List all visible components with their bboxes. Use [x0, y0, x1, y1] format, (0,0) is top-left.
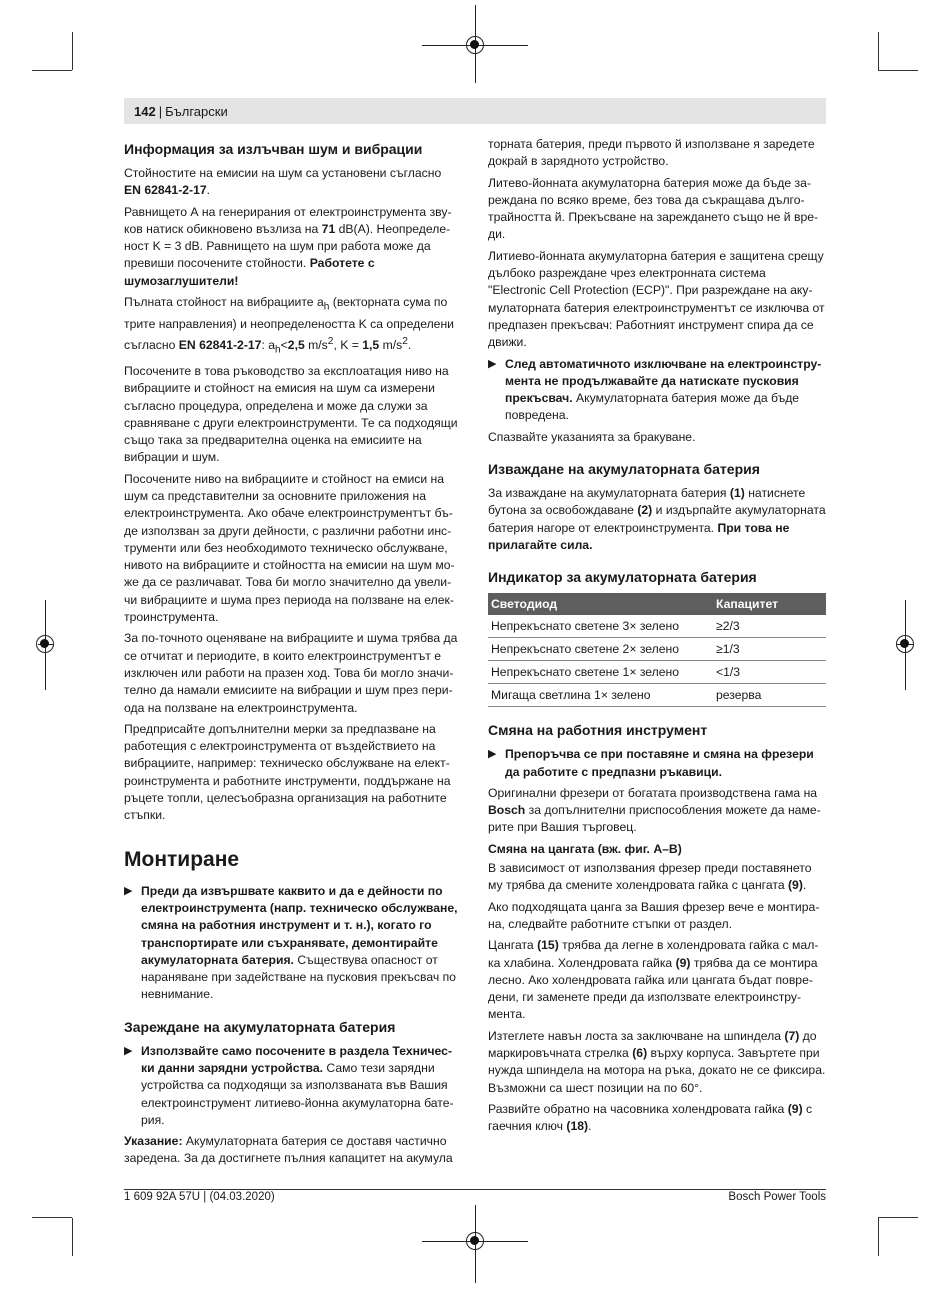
section-heading-charging: Зареждане на акумулаторната батерия — [124, 1018, 396, 1035]
crop-mark — [32, 70, 72, 71]
warning-bullet-mounting: ▶ Преди да извършвате каквито и да е дейности по електроинструмента (напр. техническо обслужване, смяна на работния инструмент и т. н.), когато го транспортирате или съхранявате, демонтирайте акумулаторната батерия. Съществува опасност от нараняване при задействане на пусковия прекъсвач по невнимание. — [124, 883, 458, 1004]
crop-mark — [72, 32, 73, 70]
section-heading-remove-battery: Изваждане на акумулаторната батерия — [488, 461, 760, 478]
table-row — [488, 661, 826, 684]
table-cell: резерва — [713, 684, 826, 707]
page-header — [124, 98, 826, 124]
chapter-heading-mounting: Монтиране — [124, 847, 240, 871]
paragraph-vibration-values: Пълната стойност на вибрациите $a_h$ (векторната сума по трите направления) и неопределеността K са определени съгласно EN 62841-2-17: $a_h<2,5$ $m/s^2$, K = 1,5 $m/s^2$. — [124, 295, 454, 356]
table-cell: ≥1/3 — [713, 638, 826, 661]
warning-bullet-charging: ▶ Използвайте само посочените в раздела Технически данни зарядни устройства. Само тези зарядни устройства са подходящи за използваната във Вашия електроинструмент литиево-йонна акумулаторна батерия. — [124, 1043, 458, 1129]
table-row — [488, 684, 826, 707]
section-heading-noise: Информация за излъчван шум и вибрации — [124, 141, 423, 157]
footer-document-id: 1 609 92A 57U | (04.03.2020) — [124, 1191, 275, 1203]
table-cell: <1/3 — [713, 661, 826, 684]
paragraph-original-cutters: Оригинални фрезери от богатата производствена гама на Bosch за допълнителни приспособления можете да намерите при Вашия търговец. — [488, 785, 821, 835]
paragraph-li-ion-1: Литево-йонната акумулаторна батерия може да бъде зареждана по всяко време, без това да съкращава дълготрайността й. Прекъсване на зареждането също не й вреди. — [488, 175, 819, 242]
paragraph-vibration-3: Посочените ниво на вибрациите и стойност на емиси на шум са представителни за основните приложения на електроинструмента. Ако обаче електроинструментът бъде използван за други дейности, с различни работни инструменти или без необходимото техническо обслужване, нивото на вибрациите и стойността на емисии на шум може да се различават. Това би могло значително да увеличи вибрациите и шума през периода на ползване на електроинструмента. — [124, 471, 455, 625]
paragraph-charge-continued: торната батерия, преди първото й използване я заредете докрай в зарядното устройство. — [488, 137, 815, 169]
triangle-bullet-icon: ▶ — [488, 748, 497, 761]
table-cell: Непрекъснато светене 2× зелено — [488, 638, 713, 661]
footer-brand: Bosch Power Tools — [728, 1191, 826, 1203]
crop-mark — [72, 1218, 73, 1256]
registration-target-icon — [466, 36, 484, 54]
paragraph-collet-2: Ако подходящата цанга за Вашия фрезер вече е монтирана, следвайте работните стъпки от раздел. — [488, 899, 820, 931]
paragraph-collet-5: Развийте обратно на часовника холендровата гайка (9) с гаечния ключ (18). — [488, 1101, 813, 1134]
triangle-bullet-icon: ▶ — [124, 1044, 133, 1057]
paragraph-vibration-2: Посочените в това ръководство за експлоатация ниво на вибрациите и стойност на емисия на шум са измерени съгласно процедура, определена и може да служи за сравняване с други електроинструменти. Те са подходящи също така за предварителна оценка на емисиите на вибрации и шум. — [124, 363, 458, 465]
crop-mark — [878, 1218, 879, 1256]
paragraph-note: Указание: Акумулаторната батерия се доставя частично заредена. За да достигнете пълния капацитет на акумула — [124, 1134, 453, 1166]
paragraph-collet-4: Изтеглете навън лоста за заключване на шпиндела (7) до маркировъчната стрелка (6) върху корпуса. Завъртете при нужда шпиндела на мотора на ръка, докато не се фиксира. Възможни са шест позиции на по 60°. — [488, 1028, 826, 1095]
left-column — [124, 136, 458, 1172]
right-column — [488, 136, 826, 1139]
warning-bullet-gloves: ▶ Препоръчва се при поставяне и смяна на фрезери да работите с предпазни ръкавици. — [488, 746, 826, 781]
crop-mark — [878, 70, 918, 71]
paragraph-remove-battery: За изваждане на акумулаторната батерия (1) натиснете бутона за освобождаване (2) и издърпайте акумулаторната батерия нагоре от електроинструмента. При това не прилагайте сила. — [488, 486, 826, 552]
registration-target-icon — [466, 1232, 484, 1250]
paragraph-vibration-4: За по-точното оценяване на вибрациите и шума трябва да се отчитат и периодите, в които електроинструментът е изключен или работи на празен ход. Това би могло значително да намали емисиите на вибрации и шум през периода на ползване на електроинструмента. — [124, 631, 458, 715]
section-heading-tool-change: Смяна на работния инструмент — [488, 722, 708, 739]
battery-indicator-table — [488, 593, 826, 707]
paragraph-noise-level: Равнището А на генерирания от електроинструмента звуков натиск обикновено възлиза на 71 dB(A). Неопределеност K = 3 dB. Равнището на шум при работа може да превиши посочените стойности. Работете с шумозаглушители! — [124, 204, 452, 288]
paragraph-collet-1: В зависимост от използвания фрезер преди поставянето му трябва да смените холендровата гайка с цангата (9). — [488, 861, 812, 893]
paragraph-disposal: Спазвайте указанията за бракуване. — [488, 429, 696, 444]
header-language: Български — [165, 103, 228, 119]
subheading-collet-change: Смяна на цангата (вж. фиг. A–B) — [488, 841, 682, 856]
table-cell: ≥2/3 — [713, 615, 826, 638]
registration-target-icon — [36, 635, 54, 653]
table-cell: Мигаща светлина 1× зелено — [488, 684, 713, 707]
header-separator: | — [158, 103, 163, 119]
crop-mark — [878, 1217, 918, 1218]
footer-divider — [124, 1189, 826, 1190]
page-number: 142 — [134, 103, 156, 119]
crop-mark — [32, 1217, 72, 1218]
table-header-row — [488, 593, 826, 615]
triangle-bullet-icon: ▶ — [488, 357, 497, 370]
column-header-capacity: Капацитет — [713, 593, 826, 615]
triangle-bullet-icon: ▶ — [124, 884, 133, 897]
table-row — [488, 638, 826, 661]
warning-bullet-auto-off: ▶ След автоматичното изключване на електроинструмента не продължавайте да натискате пусковия прекъсвач. Акумулаторната батерия може да бъде повредена. — [488, 356, 826, 425]
paragraph-vibration-5: Предприсайте допълнителни мерки за предпазване на работещия с електроинструмента от въздействието на вибрациите, например: техническо обслужване на електроинструмента и работните инструменти, поддържане на ръцете топли, целесъобразна организация на работните стъпки. — [124, 721, 451, 823]
registration-target-icon — [896, 635, 914, 653]
table-row — [488, 615, 826, 638]
table-cell: Непрекъснато светене 1× зелено — [488, 661, 713, 684]
paragraph-noise-standard: Стойностите на емисии на шум са установени съгласно EN 62841-2-17. — [124, 166, 442, 198]
paragraph-li-ion-2: Литиево-йонната акумулаторна батерия е защитена срещу дълбоко разреждане чрез електронната система "Electronic Cell Protection (ECP)". При разреждане на акумулаторната батерия електроинструментът се изключва от предпазен прекъсвач: Работният инструмент спира да се движи. — [488, 248, 825, 350]
table-cell: Непрекъснато светене 3× зелено — [488, 615, 713, 638]
column-header-led: Светодиод — [488, 593, 713, 615]
paragraph-collet-3: Цангата (15) трябва да легне в холендровата гайка с малка хлабина. Холендровата гайка (9) трябва да се монтира лесно. Ако холендровата гайка или цангата бъдат повредени, ги заменете преди да използвате електроинструмента. — [488, 938, 819, 1022]
section-heading-indicator: Индикатор за акумулаторната батерия — [488, 569, 757, 586]
crop-mark — [878, 32, 879, 70]
